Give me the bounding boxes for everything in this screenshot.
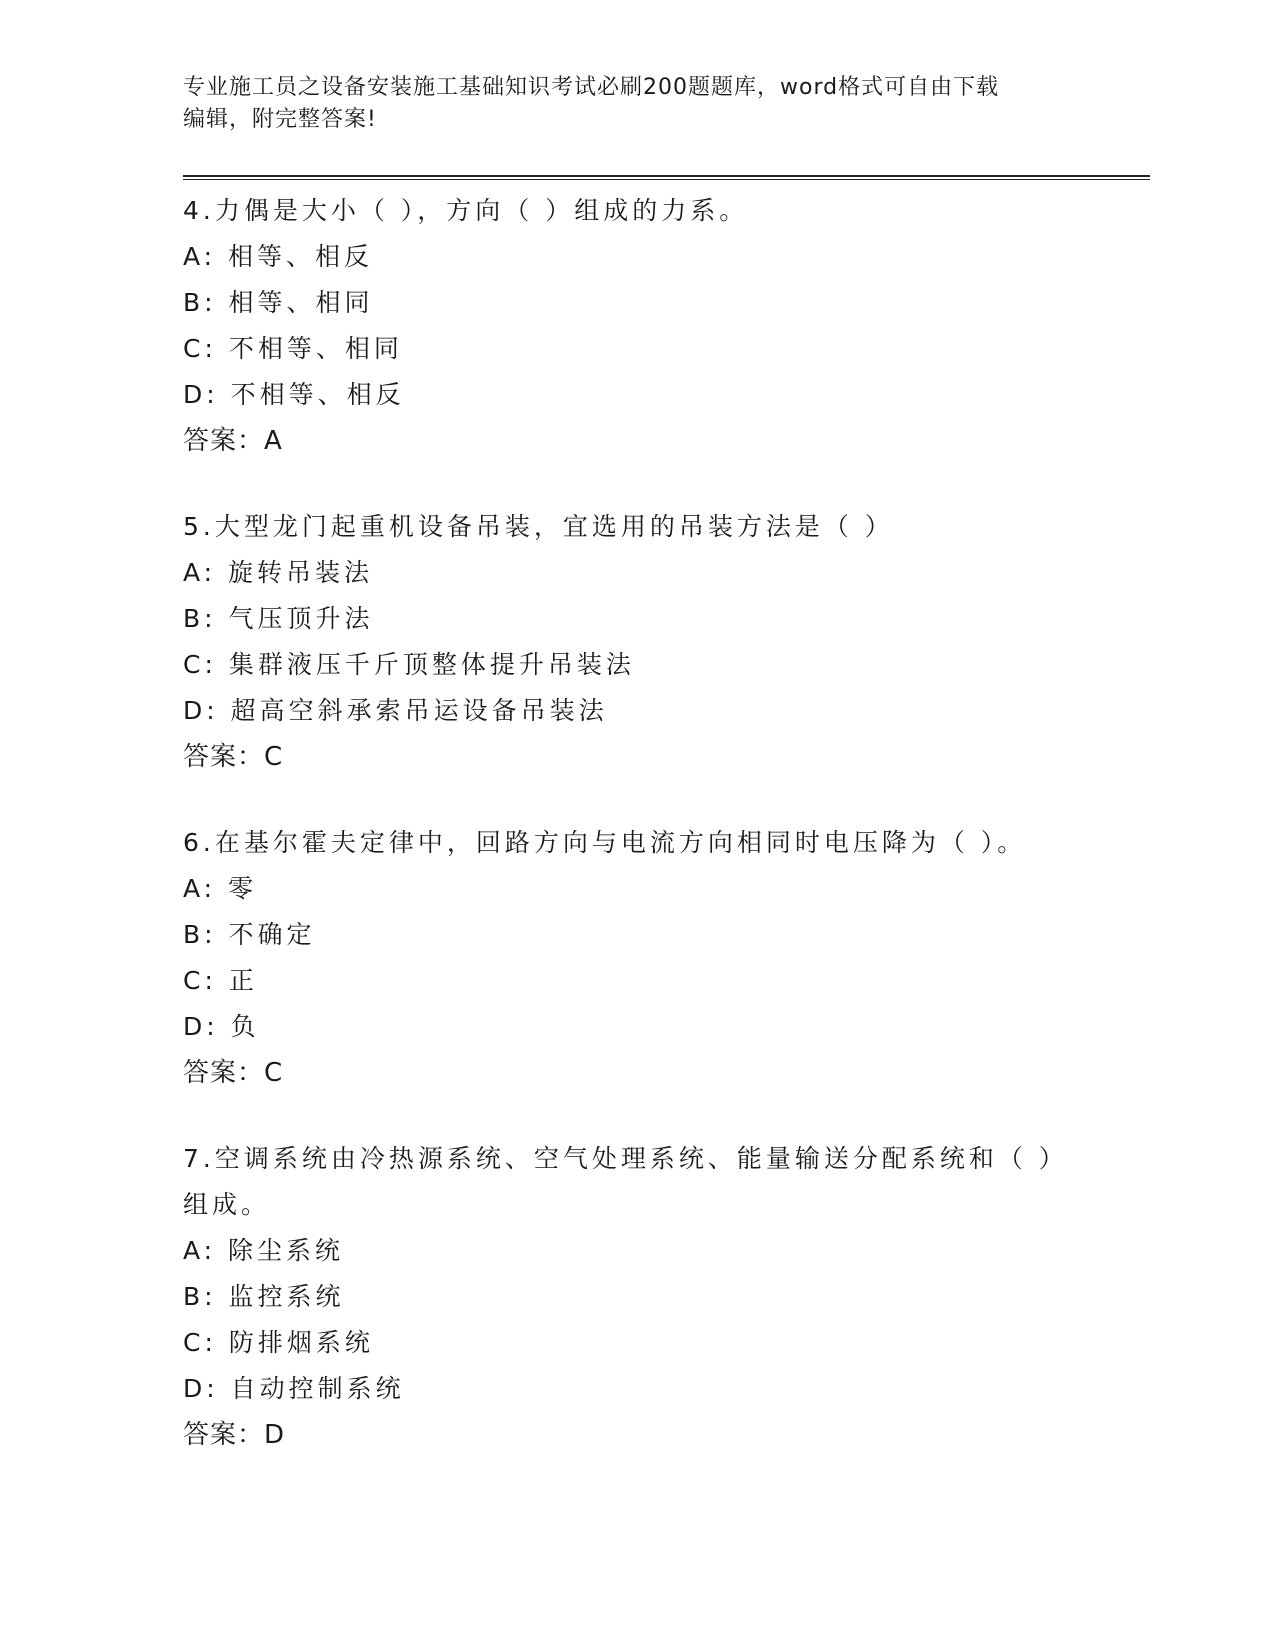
option-d: D: 不相等、相反: [183, 380, 405, 409]
option-b: B: 相等、相同: [183, 288, 374, 317]
question-6: [183, 820, 1083, 1096]
option-c: C: 集群液压千斤顶整体提升吊装法: [183, 650, 635, 679]
option-c: C: 不相等、相同: [183, 334, 403, 363]
question-5: [183, 504, 1083, 780]
option-b: B: 气压顶升法: [183, 604, 374, 633]
question-4: [183, 188, 1083, 464]
option-c: C: 正: [183, 966, 258, 995]
option-a: A: 旋转吊装法: [183, 558, 374, 587]
option-d: D: 自动控制系统: [183, 1374, 405, 1403]
header-divider: [183, 175, 1150, 180]
document-header: [183, 72, 1063, 136]
question-stem: 6.在基尔霍夫定律中，回路方向与电流方向相同时电压降为（ ）。: [183, 828, 1027, 857]
option-a: A: 除尘系统: [183, 1236, 345, 1265]
answer: 答案：C: [183, 1058, 284, 1088]
question-stem: 7.空调系统由冷热源系统、空气处理系统、能量输送分配系统和（ ）: [183, 1144, 1068, 1173]
question-stem-continued: 组成。: [183, 1190, 271, 1219]
question-stem: 4.力偶是大小（ ），方向（ ）组成的力系。: [183, 196, 749, 225]
header-line-1: 专业施工员之设备安装施工基础知识考试必刷200题题库，word格式可自由下载: [183, 75, 1000, 100]
question-stem: 5.大型龙门起重机设备吊装，宜选用的吊装方法是（ ）: [183, 512, 894, 541]
option-d: D: 负: [183, 1012, 260, 1041]
header-line-2: 编辑，附完整答案!: [183, 107, 377, 132]
option-d: D: 超高空斜承索吊运设备吊装法: [183, 696, 608, 725]
option-a: A: 相等、相反: [183, 242, 374, 271]
option-b: B: 监控系统: [183, 1282, 345, 1311]
question-7: [183, 1136, 1083, 1458]
option-b: B: 不确定: [183, 920, 316, 949]
answer: 答案：A: [183, 426, 283, 456]
option-a: A: 零: [183, 874, 258, 903]
option-c: C: 防排烟系统: [183, 1328, 374, 1357]
question-list: [183, 188, 1083, 1498]
answer: 答案：D: [183, 1420, 286, 1450]
answer: 答案：C: [183, 742, 284, 772]
